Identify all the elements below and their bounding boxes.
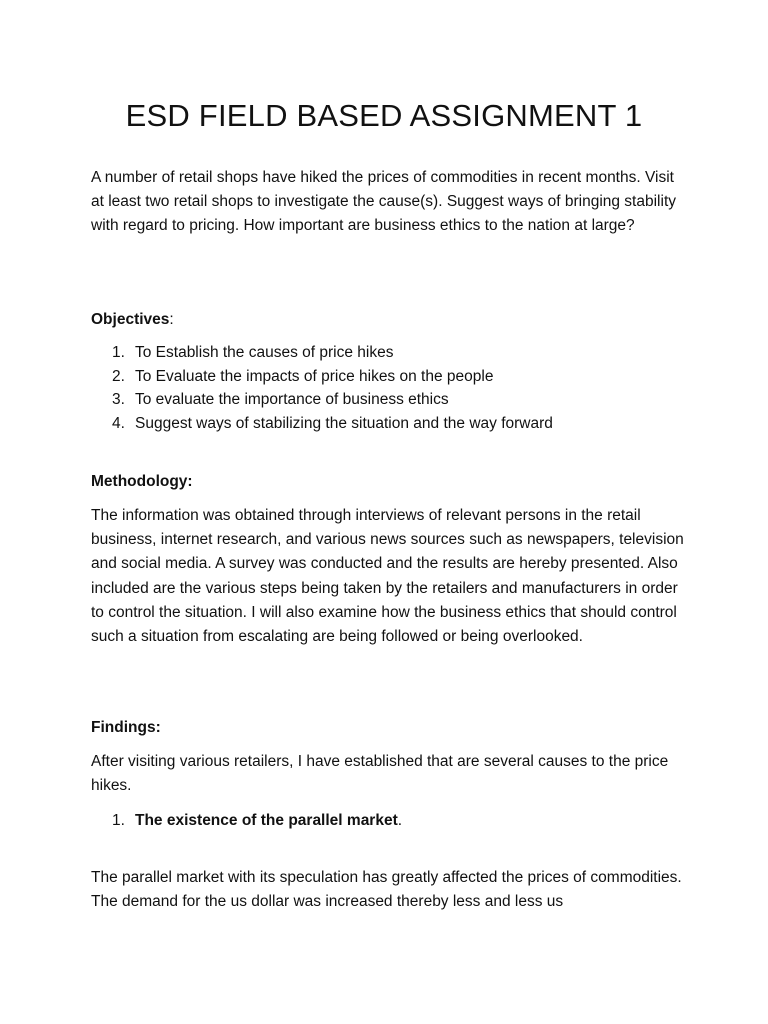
list-item-text: To Evaluate the impacts of price hikes on the people (135, 367, 494, 385)
findings-heading-label: Findings: (91, 719, 161, 736)
intro-paragraph: A number of retail shops have hiked the prices of commodities in recent months. Visit at least two retail shops to investigate the cause(s). Suggest ways of bringing stability with regard to pricing. How important are business ethics to the nation at large? (91, 169, 676, 234)
list-number: 3. (112, 391, 125, 408)
list-item (91, 388, 553, 412)
objectives-heading-label: Objectives (91, 311, 170, 328)
list-item-text: To evaluate the importance of business ethics (135, 391, 449, 408)
parallel-market-paragraph: The parallel market with its speculation has greatly affected the prices of commodities. The demand for the us dollar was increased thereby less and less us (91, 869, 682, 910)
findings-item-period: . (397, 812, 403, 829)
list-item (91, 809, 402, 833)
list-number: 1. (112, 344, 125, 361)
objectives-heading (91, 308, 174, 332)
document-title: ESD FIELD BASED ASSIGNMENT 1 (125, 98, 643, 133)
findings-list (91, 809, 402, 833)
methodology-heading-label: Methodology: (91, 473, 193, 490)
methodology-heading (91, 470, 193, 494)
objectives-list (91, 341, 553, 435)
list-item (91, 412, 553, 436)
findings-heading (91, 716, 161, 740)
list-item-text: Suggest ways of stabilizing the situation and the way forward (135, 414, 553, 432)
list-item (91, 341, 553, 365)
findings-item-label: The existence of the parallel market (135, 812, 398, 829)
list-number: 4. (112, 414, 125, 432)
list-item (91, 365, 553, 389)
list-number: 1. (112, 812, 125, 829)
methodology-paragraph: The information was obtained through interviews of relevant persons in the retail business, internet research, and various news sources such as newspapers, television and social media. A survey was conducted and the results are hereby presented. Also included are the various steps being taken by the retailers and manufacturers in order to control the situation. I will also examine how the business ethics that should control such a situation from escalating are being followed or being overlooked. (91, 507, 684, 646)
objectives-heading-colon: : (169, 311, 174, 328)
findings-paragraph: After visiting various retailers, I have established that are several causes to the price hikes. (91, 753, 669, 794)
list-item-text: To Establish the causes of price hikes (135, 344, 394, 361)
list-number: 2. (112, 367, 125, 385)
